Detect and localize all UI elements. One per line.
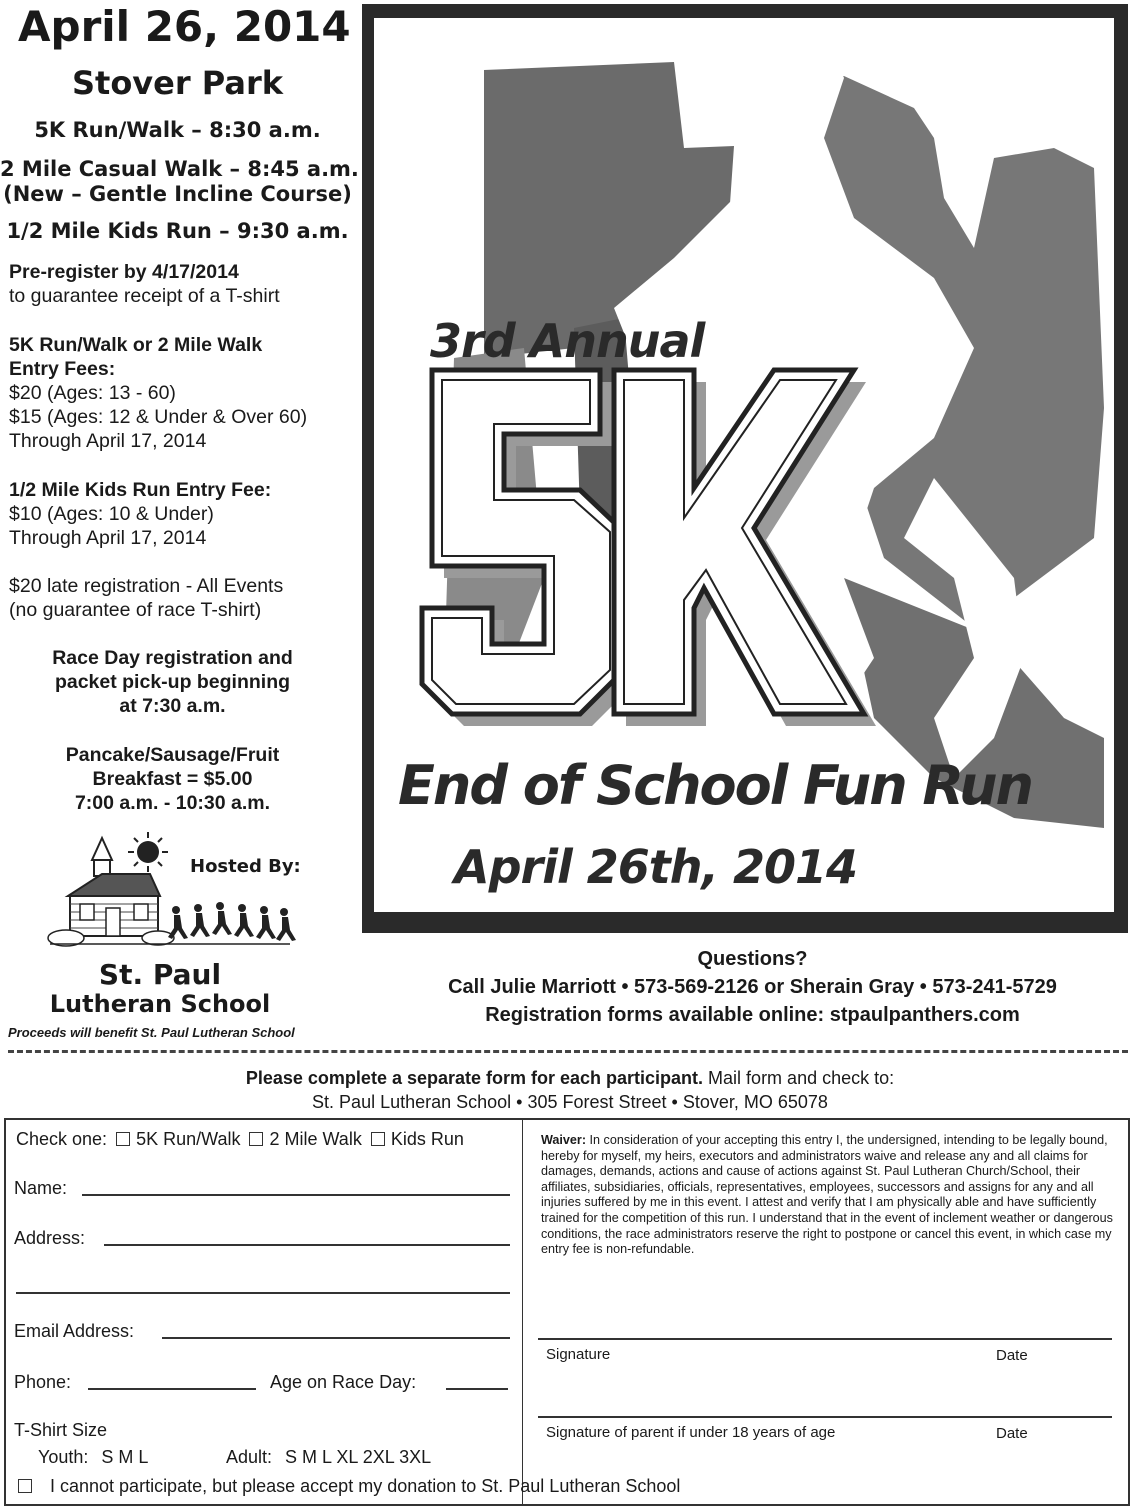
- option-kids-run-label: Kids Run: [390, 1129, 464, 1149]
- event-kids: 1/2 Mile Kids Run – 9:30 a.m.: [6, 219, 349, 243]
- adult-sizes-row: [226, 1447, 431, 1468]
- questions-heading: Questions?: [697, 948, 808, 970]
- phone-field[interactable]: [88, 1388, 256, 1390]
- phone-label: Phone:: [14, 1372, 72, 1392]
- waiver-text-block: [541, 1133, 1113, 1258]
- race-day-line: packet pick-up beginning: [54, 671, 291, 693]
- late-fee-note: (no guarantee of race T-shirt): [9, 599, 262, 621]
- address-label: Address:: [14, 1228, 86, 1248]
- tshirt-size-label: T-Shirt Size: [14, 1420, 108, 1440]
- adult-label: Adult:: [226, 1447, 273, 1467]
- hosted-by-label: Hosted By:: [190, 856, 301, 877]
- poster-artwork: [374, 18, 1114, 912]
- age-label: Age on Race Day:: [270, 1372, 417, 1392]
- mail-instructions: [120, 1068, 1020, 1089]
- kids-fee-block: [9, 478, 354, 550]
- donation-checkbox[interactable]: [18, 1479, 32, 1493]
- kids-fee-line: Through April 17, 2014: [9, 527, 207, 549]
- poster-annual: 3rd Annual: [430, 314, 705, 368]
- race-day-line: at 7:30 a.m.: [119, 695, 226, 717]
- youth-sizes-row: [38, 1447, 148, 1468]
- fees-heading-2: Entry Fees:: [9, 358, 116, 380]
- race-day-block: [0, 646, 345, 718]
- age-field[interactable]: [446, 1388, 508, 1390]
- school-name-line2: Lutheran School: [49, 990, 271, 1018]
- event-venue: Stover Park: [71, 64, 284, 102]
- event-info-column: [0, 0, 359, 1045]
- mail-address: St. Paul Lutheran School • 305 Forest Street • Stover, MO 65078: [312, 1092, 828, 1112]
- late-registration-block: [9, 574, 354, 622]
- breakfast-line: 7:00 a.m. - 10:30 a.m.: [74, 792, 271, 814]
- fees-heading: 5K Run/Walk or 2 Mile Walk: [9, 334, 263, 356]
- checkbox-2mile[interactable]: [249, 1132, 263, 1146]
- proceeds-note: Proceeds will benefit St. Paul Lutheran School: [8, 1025, 295, 1040]
- entry-fees-block: [9, 333, 354, 453]
- event-date: April 26, 2014: [18, 2, 351, 51]
- parent-signature-label: Signature of parent if under 18 years of age: [546, 1424, 836, 1441]
- mail-instructions-bold: Please complete a separate form for each participant.: [245, 1068, 704, 1088]
- poster-event-name: End of School Fun Run: [398, 754, 1032, 817]
- adult-size-options[interactable]: S M L XL 2XL 3XL: [285, 1447, 432, 1467]
- check-one-label: Check one:: [16, 1129, 108, 1149]
- name-label: Name:: [14, 1178, 68, 1198]
- signature-field[interactable]: [538, 1338, 1112, 1340]
- event-5k: 5K Run/Walk – 8:30 a.m.: [34, 118, 321, 142]
- contact-phone-line: Call Julie Marriott • 573-569-2126 or Sherain Gray • 573-241-5729: [448, 976, 1057, 998]
- fee-line: Through April 17, 2014: [9, 430, 207, 452]
- breakfast-block: [0, 743, 345, 815]
- youth-label: Youth:: [38, 1447, 89, 1467]
- address-field-line2[interactable]: [16, 1292, 510, 1294]
- donation-label: I cannot participate, but please accept my donation to St. Paul Lutheran School: [50, 1476, 681, 1496]
- preregister-block: [9, 260, 354, 308]
- option-5k-label: 5K Run/Walk: [136, 1129, 241, 1149]
- signature-date-label: Date: [996, 1347, 1028, 1364]
- waiver-label: Waiver:: [541, 1133, 587, 1147]
- fee-line: $15 (Ages: 12 & Under & Over 60): [9, 406, 308, 428]
- address-field[interactable]: [104, 1244, 510, 1246]
- online-forms-line: Registration forms available online: stpaulpanthers.com: [485, 1004, 1020, 1026]
- event-choice-row: [16, 1129, 464, 1150]
- email-field[interactable]: [162, 1337, 510, 1339]
- youth-size-options[interactable]: S M L: [101, 1447, 149, 1467]
- parent-date-label: Date: [996, 1425, 1028, 1442]
- race-poster: [362, 4, 1128, 933]
- preregister-note: to guarantee receipt of a T-shirt: [9, 285, 280, 307]
- preregister-deadline: Pre-register by 4/17/2014: [9, 261, 239, 283]
- school-name-line1: St. Paul: [98, 958, 222, 991]
- poster-date: April 26th, 2014: [454, 840, 858, 894]
- parent-signature-field[interactable]: [538, 1416, 1112, 1418]
- race-day-line: Race Day registration and: [52, 647, 293, 669]
- cut-line: [8, 1050, 1128, 1053]
- breakfast-line: Breakfast = $5.00: [92, 768, 253, 790]
- event-2mile-note: (New – Gentle Incline Course): [3, 182, 352, 206]
- kids-fee-heading: 1/2 Mile Kids Run Entry Fee:: [9, 479, 272, 501]
- email-label: Email Address:: [14, 1321, 135, 1341]
- form-divider: [522, 1118, 523, 1504]
- signature-label: Signature: [546, 1346, 611, 1363]
- school-logo-illustration: [40, 830, 300, 965]
- mail-instructions-rest: Mail form and check to:: [703, 1068, 895, 1088]
- late-fee-line: $20 late registration - All Events: [9, 575, 284, 597]
- checkbox-kids-run[interactable]: [371, 1132, 385, 1146]
- kids-fee-line: $10 (Ages: 10 & Under): [9, 503, 214, 525]
- name-field[interactable]: [82, 1194, 510, 1196]
- donation-row: [18, 1476, 680, 1497]
- waiver-text: In consideration of your accepting this entry I, the undersigned, intending to be legally bound, hereby for myself, my heirs, executors and administrators waive and release any and all claims for damages, demands, actions and cause of actions against St. Paul Lutheran Church/School, their affiliates, subsidiaries, officials, representatives, employees, successors and assigns for any and all injuries suffered by me in this event. I attest and verify that I am physically able and have sufficiently trained for the competition of this run. I understand that in the event of inclement weather or dangerous conditions, the race administrators reserve the right to postpone or cancel this event, in which case my entry fee is non-refundable.: [541, 1133, 1113, 1257]
- fee-line: $20 (Ages: 13 - 60): [9, 382, 176, 404]
- breakfast-line: Pancake/Sausage/Fruit: [65, 744, 280, 766]
- event-2mile: 2 Mile Casual Walk – 8:45 a.m.: [0, 157, 359, 181]
- option-2mile-label: 2 Mile Walk: [269, 1129, 362, 1149]
- checkbox-5k[interactable]: [116, 1132, 130, 1146]
